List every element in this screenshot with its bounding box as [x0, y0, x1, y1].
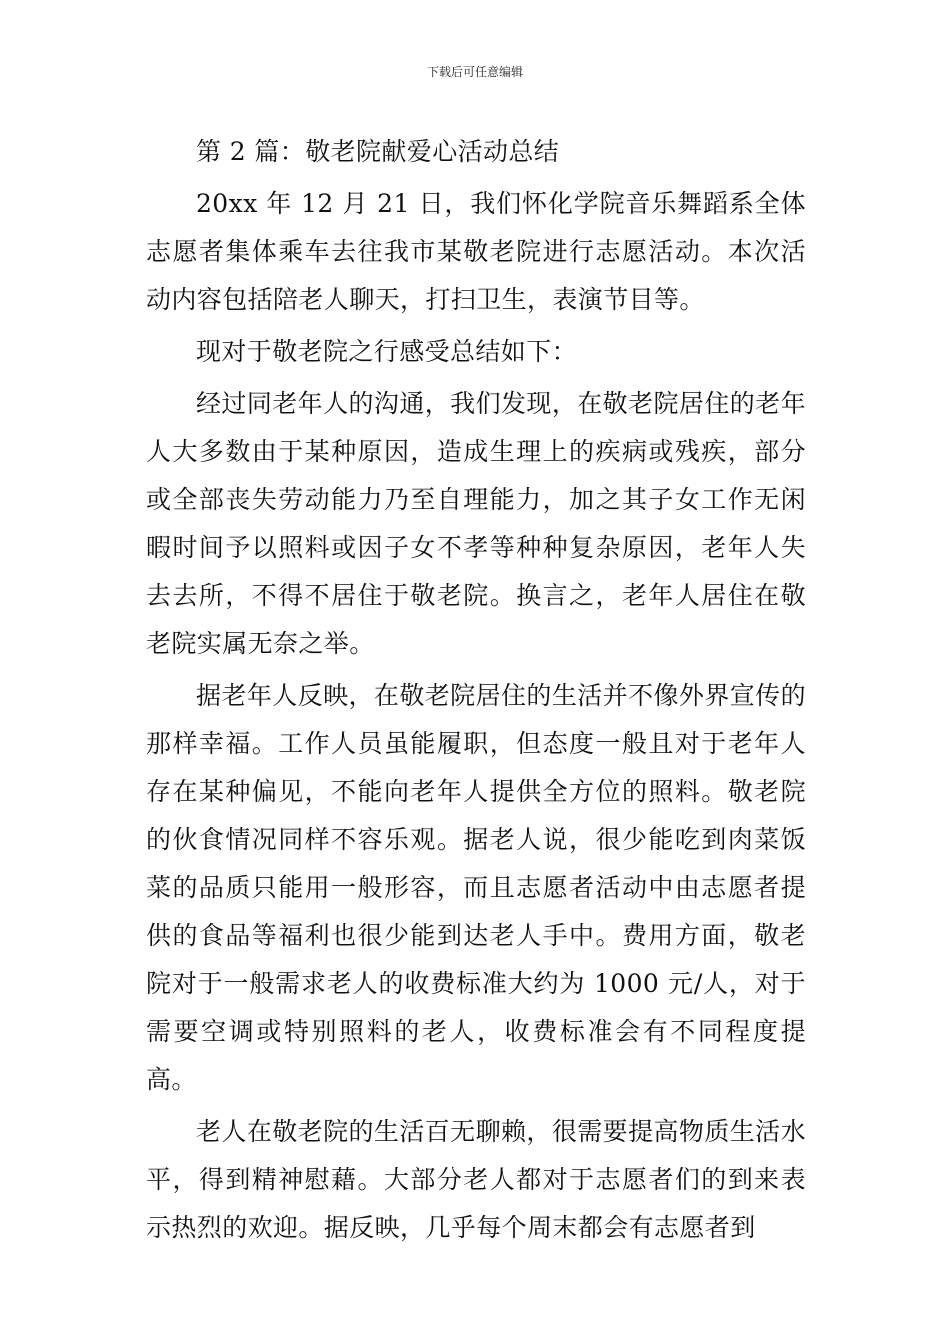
page-header-note: 下载后可任意编辑: [426, 65, 523, 79]
paragraph-summary-lead: 现对于敬老院之行感受总结如下：: [196, 337, 578, 366]
document-body: [146, 128, 806, 1252]
document-title: 第 2 篇：敬老院献爱心活动总结: [196, 137, 560, 166]
paragraph-living-conditions: 据老年人反映，在敬老院居住的生活并不像外界宣传的那样幸福。工作人员虽能履职，但态度一般且对于老年人存在某种偏见，不能向老年人提供全方位的照料。敬老院的伙食情况同样不容乐观。据老人说，很少能吃到肉菜饭菜的品质只能用一般形容，而且志愿者活动中由志愿者提供的食品等福利也很少能到达老人手中。费用方面，敬老院对于一般需求老人的收费标准大约为 1000 元/人，对于需要空调或特别照料的老人，收费标准会有不同程度提高。: [146, 681, 806, 1094]
paragraph-elderly-situation: 经过同老年人的沟通，我们发现，在敬老院居住的老年人大多数由于某种原因，造成生理上的疾病或残疾，部分或全部丧失劳动能力乃至自理能力，加之其子女工作无闲暇时间予以照料或因子女不孝等种种复杂原因，老年人失去去所，不得不居住于敬老院。换言之，老年人居住在敬老院实属无奈之举。: [146, 389, 806, 658]
paragraph-intro: 20xx 年 12 月 21 日，我们怀化学院音乐舞蹈系全体志愿者集体乘车去往我市某敬老院进行志愿活动。本次活动内容包括陪老人聊天，打扫卫生，表演节目等。: [146, 189, 806, 314]
paragraph-volunteer-welcome: 老人在敬老院的生活百无聊赖，很需要提高物质生活水平，得到精神慰藉。大部分老人都对于志愿者们的到来表示热烈的欢迎。据反映，几乎每个周末都会有志愿者到: [146, 1117, 806, 1242]
